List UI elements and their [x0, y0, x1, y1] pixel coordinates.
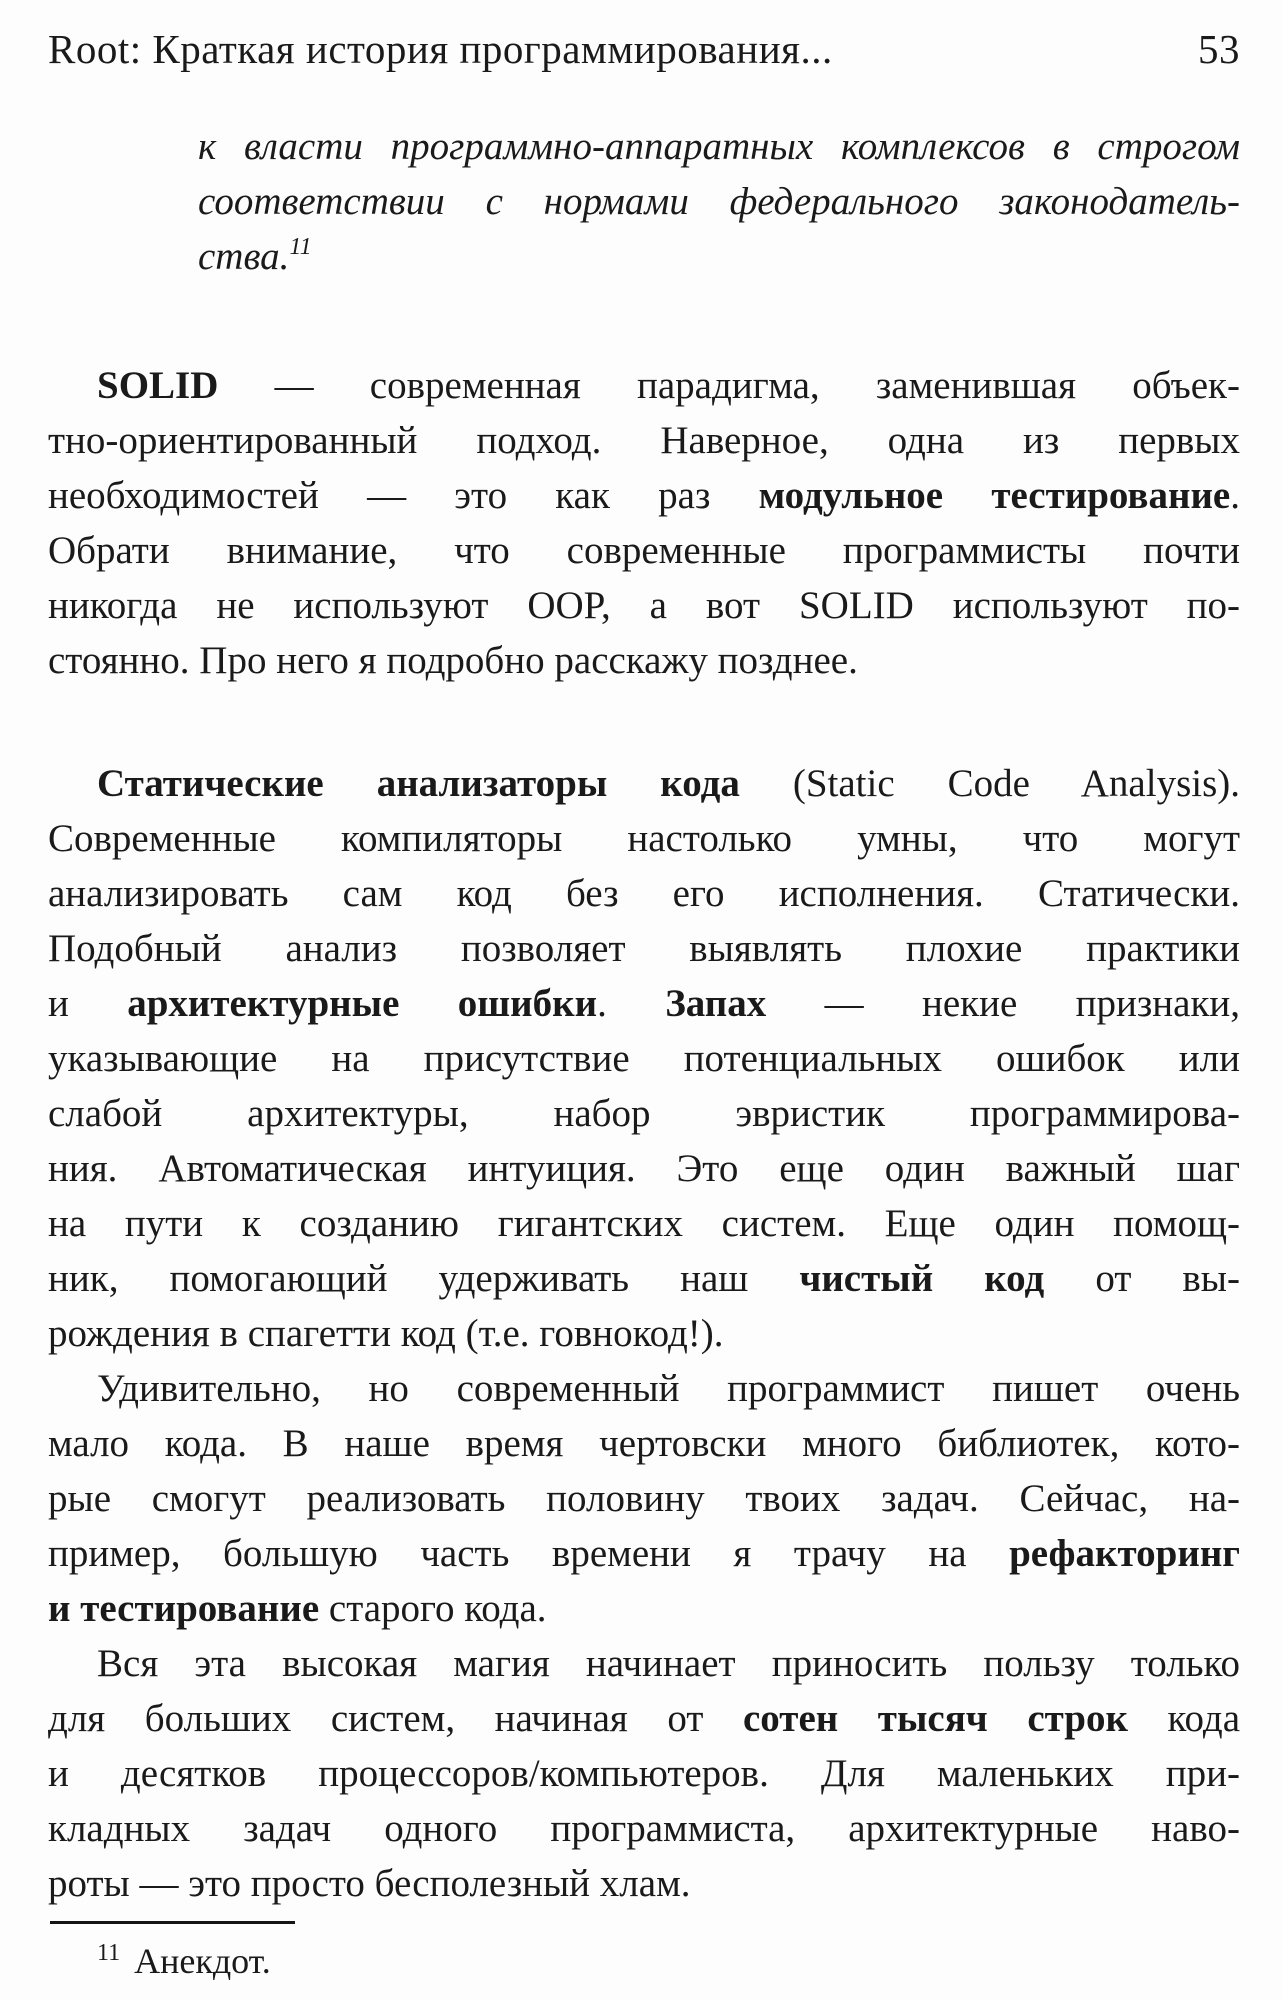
text-line: [48, 756, 1240, 811]
text-line: [48, 1361, 1240, 1416]
text-segment: Вся эта высокая магия начинает приносить пользу только: [97, 1642, 1240, 1685]
text-segment: и: [48, 982, 128, 1025]
text-segment: слабой архитектуры, набор эвристик программирова-: [48, 1092, 1240, 1135]
text-segment: Удивительно, но современный программист пишет очень: [97, 1367, 1240, 1410]
text-segment: Обрати внимание, что современные программисты почти: [48, 529, 1240, 572]
text-line: [48, 633, 1240, 688]
footnote: [48, 1921, 1240, 1989]
text-line: [48, 1251, 1240, 1306]
text-line: [48, 523, 1240, 578]
text-line: [48, 1526, 1240, 1581]
bold-text-segment: модульное тестирование: [758, 474, 1231, 517]
text-segment: анализировать сам код без его исполнения. Статически.: [48, 872, 1240, 915]
text-line: [48, 1636, 1240, 1691]
footnote-reference: 11: [289, 234, 312, 260]
text-segment: — современная парадигма, заменившая объек-: [218, 364, 1240, 407]
footnote-marker: 11: [97, 1940, 121, 1966]
text-line: [48, 1746, 1240, 1801]
text-line: [48, 811, 1240, 866]
text-segment: .: [597, 982, 666, 1025]
text-segment: пример, большую часть времени я трачу на: [48, 1532, 1010, 1575]
text-line: [198, 119, 1240, 174]
bold-text-segment: сотен тысяч строк: [743, 1697, 1128, 1740]
text-segment: старого кода.: [319, 1587, 547, 1630]
text-line: [48, 976, 1240, 1031]
text-segment: от вы-: [1044, 1257, 1240, 1300]
page-body: [48, 119, 1240, 1911]
bold-text-segment: рефакторинг: [1009, 1532, 1240, 1575]
text-segment: Современные компиляторы настолько умны, что могут: [48, 817, 1240, 860]
paragraph: [48, 1361, 1240, 1636]
text-segment: тно-ориентированный подход. Наверное, одна из первых: [48, 419, 1240, 462]
text-line: [48, 578, 1240, 633]
text-line: [48, 468, 1240, 523]
block-quote: [198, 119, 1240, 290]
text-line: [48, 1031, 1240, 1086]
text-segment: рые смогут реализовать половину твоих задач. Сейчас, на-: [48, 1477, 1240, 1520]
footnote-text: Анекдот.: [134, 1941, 271, 1981]
text-segment: Подобный анализ позволяет выявлять плохие практики: [48, 927, 1240, 970]
text-line: [48, 1801, 1240, 1856]
text-line: [48, 1471, 1240, 1526]
paragraph: [48, 1636, 1240, 1911]
text-line: [48, 1581, 1240, 1636]
text-line: [198, 174, 1240, 229]
text-segment: на пути к созданию гигантских систем. Еще один помощ-: [48, 1202, 1240, 1245]
text-segment: мало кода. В наше время чертовски много библиотек, кото-: [48, 1422, 1240, 1465]
bold-text-segment: чистый код: [799, 1257, 1045, 1300]
text-segment: необходимостей — это как раз: [48, 474, 759, 517]
chapter-title: Root: Краткая история программирования...: [48, 26, 833, 72]
text-segment: соответствии с нормами федерального законодатель-: [198, 180, 1240, 223]
footnote-text-line: [48, 1938, 1240, 1989]
bold-text-segment: архитектурные ошибки: [127, 982, 598, 1025]
text-segment: ния. Автоматическая интуиция. Это еще один важный шаг: [48, 1147, 1240, 1190]
text-segment: ства.: [198, 235, 290, 278]
bold-text-segment: Статические анализаторы кода: [97, 762, 740, 805]
text-line: [48, 1856, 1240, 1911]
text-line: [48, 866, 1240, 921]
text-segment: роты — это просто бесполезный хлам.: [48, 1862, 691, 1905]
bold-text-segment: SOLID: [97, 364, 219, 407]
text-line: [48, 921, 1240, 976]
paragraph: [48, 358, 1240, 688]
text-segment: рождения в спагетти код (т.е. говнокод!).: [48, 1312, 724, 1355]
text-segment: к власти программно-аппаратных комплексов в строгом: [198, 125, 1240, 168]
text-line: [48, 358, 1240, 413]
text-line: [48, 413, 1240, 468]
text-line: [198, 229, 1240, 290]
text-segment: указывающие на присутствие потенциальных ошибок или: [48, 1037, 1240, 1080]
text-segment: (Static Code Analysis).: [739, 762, 1241, 805]
text-segment: .: [1230, 474, 1240, 517]
text-segment: кладных задач одного программиста, архитектурные наво-: [48, 1807, 1240, 1850]
text-segment: ник, помогающий удерживать наш: [48, 1257, 800, 1300]
footnote-separator-rule: [50, 1921, 295, 1924]
text-segment: и десятков процессоров/компьютеров. Для маленьких при-: [48, 1752, 1240, 1795]
text-line: [48, 1416, 1240, 1471]
text-line: [48, 1141, 1240, 1196]
text-line: [48, 1086, 1240, 1141]
text-line: [48, 1196, 1240, 1251]
page-number: 53: [1198, 26, 1240, 72]
text-segment: для больших систем, начиная от: [48, 1697, 743, 1740]
text-line: [48, 1306, 1240, 1361]
text-segment: — некие признаки,: [766, 982, 1241, 1025]
bold-text-segment: и тестирование: [48, 1587, 320, 1630]
text-line: [48, 1691, 1240, 1746]
text-segment: стоянно. Про него я подробно расскажу позднее.: [48, 639, 858, 682]
running-header: [48, 26, 1240, 73]
bold-text-segment: Запах: [665, 982, 767, 1025]
text-segment: никогда не используют OOP, а вот SOLID используют по-: [48, 584, 1240, 627]
paragraph: [48, 756, 1240, 1361]
text-segment: кода: [1127, 1697, 1240, 1740]
